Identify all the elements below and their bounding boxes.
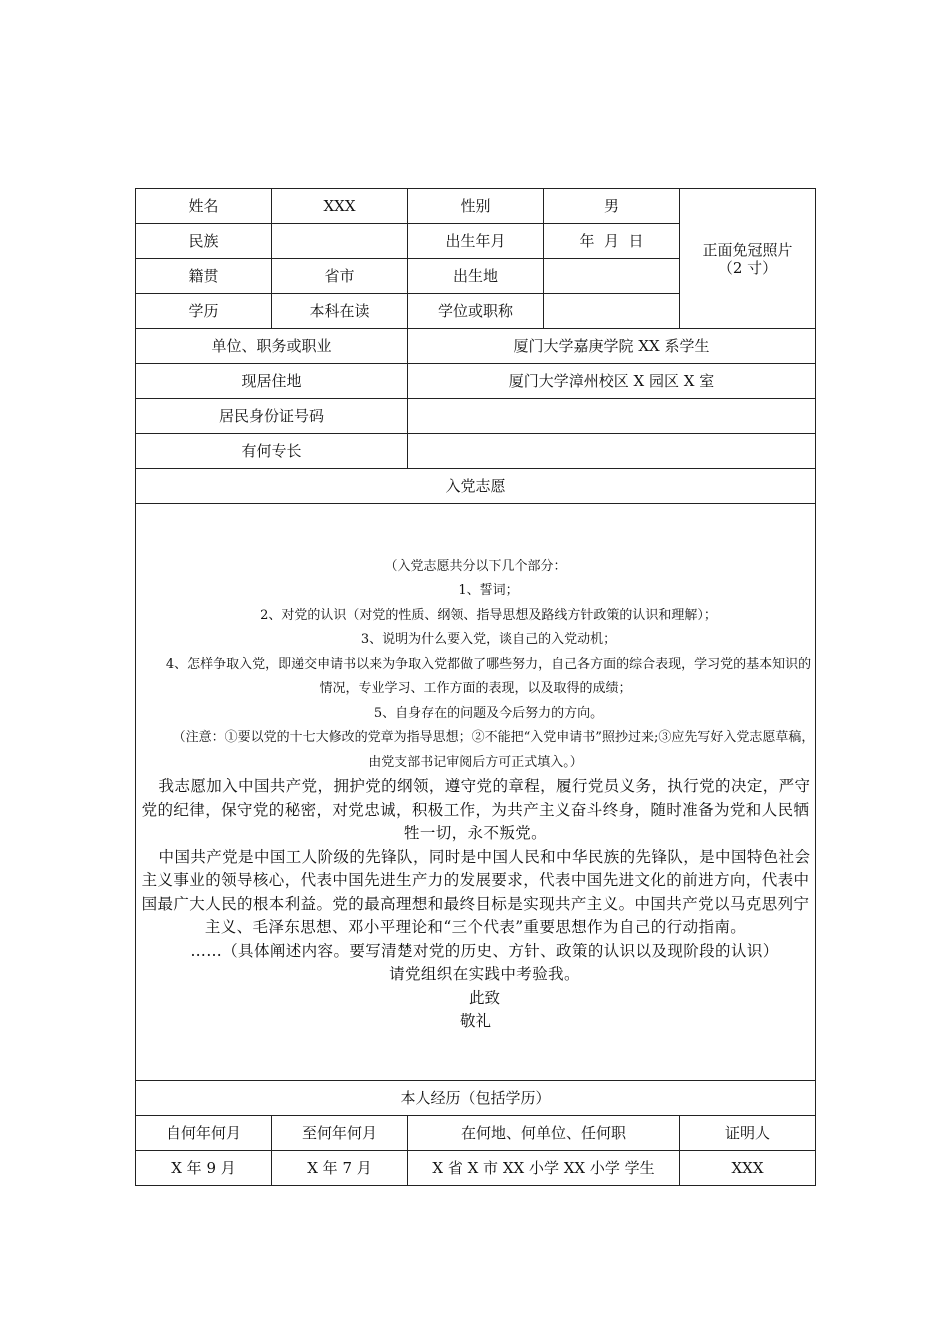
application-form (135, 188, 816, 1186)
instruction-item: 1、誓词； (458, 583, 519, 598)
row-aspiration-body (136, 504, 816, 1081)
experience-header-witness: 证明人 (680, 1116, 816, 1151)
specialty-value[interactable] (408, 434, 816, 469)
photo-cell (680, 189, 816, 329)
row-specialty (136, 434, 816, 469)
row-unit (136, 329, 816, 364)
ethnicity-value[interactable] (272, 224, 408, 259)
id-card-label: 居民身份证号码 (136, 399, 408, 434)
instruction-intro: （入党志愿共分以下几个部分： (384, 558, 567, 574)
instruction-item: 5、自身存在的问题及今后努力的方向。 (373, 705, 604, 721)
gender-value[interactable]: 男 (544, 189, 680, 224)
row-name (136, 189, 816, 224)
aspiration-paragraph: ……（具体阐述内容。要写清楚对党的历史、方针、政策的认识以及现阶段的认识） (190, 941, 779, 960)
id-card-value[interactable] (408, 399, 816, 434)
experience-header-place: 在何地、何单位、任何职 (408, 1116, 680, 1151)
experience-to[interactable]: X 年 7 月 (272, 1151, 408, 1186)
instruction-item: 4、怎样争取入党，即递交申请书以来为争取入党都做了哪些努力，自己各方面的综合表现，学习党的基本知识的情况，专业学习、工作方面的表现，以及取得的成绩； (165, 656, 812, 696)
unit-label: 单位、职务或职业 (136, 329, 408, 364)
aspiration-paragraph: 中国共产党是中国工人阶级的先锋队，同时是中国人民和中华民族的先锋队，是中国特色社会主义事业的领导核心，代表中国先进生产力的发展要求，代表中国先进文化的前进方向，代表中国最广大人民的根本利益。党的最高理想和最终目标是实现共产主义。中国共产党以马克思列宁主义、毛泽东思想、邓小平理论和“三个代表”重要思想作为自己的行动指南。 (141, 847, 811, 936)
unit-value[interactable]: 厦门大学嘉庚学院 XX 系学生 (408, 329, 816, 364)
education-label: 学历 (136, 294, 272, 329)
experience-place[interactable]: X 省 X 市 XX 小学 XX 小学 学生 (408, 1151, 680, 1186)
instruction-item: 3、说明为什么要入党，谈自己的入党动机； (360, 632, 617, 647)
birth-date-label: 出生年月 (408, 224, 544, 259)
ethnicity-label: 民族 (136, 224, 272, 259)
education-value[interactable]: 本科在读 (272, 294, 408, 329)
birthplace-value[interactable] (544, 259, 680, 294)
specialty-label: 有何专长 (136, 434, 408, 469)
photo-label: 正面免冠照片 (702, 240, 793, 259)
birth-date-value[interactable]: 年 月 日 (544, 224, 680, 259)
row-id-card (136, 399, 816, 434)
degree-value[interactable] (544, 294, 680, 329)
experience-title: 本人经历（包括学历） (136, 1081, 816, 1116)
closing-regards: 敬礼 (459, 1012, 491, 1030)
closing-salutation: 此致 (468, 988, 500, 1007)
native-place-value[interactable]: 省市 (272, 259, 408, 294)
aspiration-title: 入党志愿 (136, 469, 816, 504)
experience-header-from: 自何年何月 (136, 1116, 272, 1151)
aspiration-text-area[interactable] (136, 504, 816, 1081)
address-value[interactable]: 厦门大学漳州校区 X 园区 X 室 (408, 364, 816, 399)
experience-header-to: 至何年何月 (272, 1116, 408, 1151)
row-experience-title (136, 1081, 816, 1116)
address-label: 现居住地 (136, 364, 408, 399)
experience-row (136, 1151, 816, 1186)
row-aspiration-title (136, 469, 816, 504)
name-label: 姓名 (136, 189, 272, 224)
aspiration-paragraph: 请党组织在实践中考验我。 (389, 965, 580, 983)
name-value[interactable]: XXX (272, 189, 408, 224)
row-address (136, 364, 816, 399)
instruction-item: 2、对党的认识（对党的性质、纲领、指导思想及路线方针政策的认识和理解）； (260, 607, 717, 623)
experience-from[interactable]: X 年 9 月 (136, 1151, 272, 1186)
degree-label: 学位或职称 (408, 294, 544, 329)
experience-witness[interactable]: XXX (680, 1151, 816, 1186)
gender-label: 性别 (408, 189, 544, 224)
birthplace-label: 出生地 (408, 259, 544, 294)
experience-header-row (136, 1116, 816, 1151)
aspiration-paragraph: 我志愿加入中国共产党，拥护党的纲领，遵守党的章程，履行党员义务，执行党的决定，严守党的纪律，保守党的秘密，对党忠诚，积极工作，为共产主义奋斗终身，随时准备为党和人民牺牲一切，永不叛党。 (141, 777, 811, 842)
native-place-label: 籍贯 (136, 259, 272, 294)
instruction-note: （注意：①要以党的十七大修改的党章为指导思想；②不能把“入党申请书”照抄过来;③应先写好入党志愿草稿，由党支部书记审阅后方可正式填入。） (172, 730, 815, 770)
photo-size: （2 寸） (717, 258, 778, 277)
